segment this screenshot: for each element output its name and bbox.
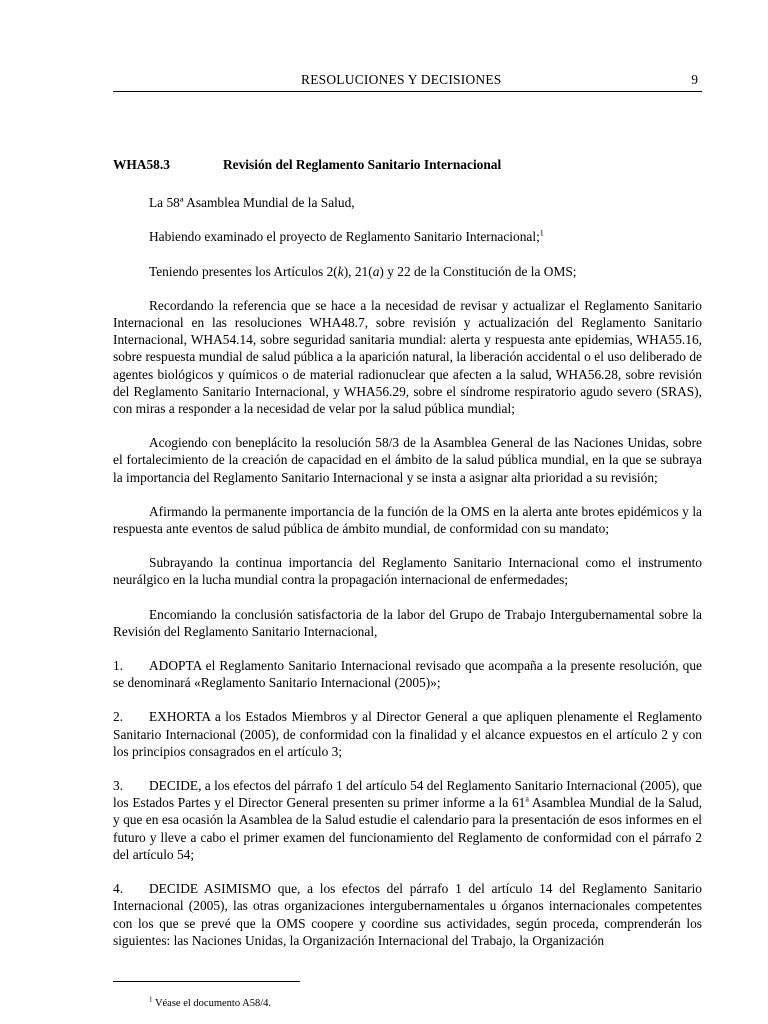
running-header [113, 71, 702, 92]
italic-letter: a [372, 263, 380, 279]
operative-item-4 [113, 880, 702, 949]
footnote-divider [113, 981, 300, 982]
item-text: DECIDE ASIMISMO que, a los efectos del párrafo 1 del artículo 14 del Reglamento Sanitario Internacional (2005), las otras organizaciones intergubernamentales u órganos internacionales competentes con los que se prevé que la OMS coopere y coordine sus actividades, según proceda, comprenderán los siguientes: las Naciones Unidas, la Organización Internacional del Trabajo, la Organización [113, 881, 702, 948]
item-number: 2. [113, 709, 124, 725]
resolution-code: WHA58.3 [113, 157, 170, 172]
operative-item-1 [113, 657, 702, 691]
footnote [149, 997, 271, 1011]
resolution-heading [113, 156, 702, 173]
preamble-paragraph [113, 228, 702, 245]
italic-letter: k [337, 263, 344, 279]
operative-item-2 [113, 708, 702, 760]
paragraph-text: Habiendo examinado el proyecto de Reglamento Sanitario Internacional; [149, 229, 540, 245]
preamble-paragraph: Acogiendo con beneplácito la resolución 58/3 de la Asamblea General de las Naciones Unidas, sobre el fortalecimiento de la creación de capacidad en el ámbito de la salud pública mundial, en la que se subraya la importancia del Reglamento Sanitario Internacional y se insta a asignar alta prioridad a su revisión; [113, 435, 702, 485]
item-number: 3. [113, 778, 124, 794]
preamble-paragraph: Afirmando la permanente importancia de la función de la OMS en la alerta ante brotes epidémicos y la respuesta ante eventos de salud pública de ámbito mundial, de conformidad con su mandato; [113, 503, 702, 537]
footnote-mark: 1 [149, 995, 153, 1004]
preamble-paragraph [113, 263, 702, 280]
resolution-title: Revisión del Reglamento Sanitario Internacional [223, 157, 502, 172]
paragraph-text: ), 21( [343, 263, 373, 279]
running-title: RESOLUCIONES Y DECISIONES [301, 72, 502, 87]
footnote-text: Véase el documento A58/4. [154, 998, 271, 1009]
page-number: 9 [691, 72, 698, 87]
paragraph-text: Teniendo presentes los Artículos 2( [149, 263, 338, 279]
item-number: 4. [113, 881, 124, 897]
preamble-paragraph: La 58ª Asamblea Mundial de la Salud, [149, 195, 355, 211]
item-text: DECIDE, a los efectos del párrafo 1 del artículo 54 del Reglamento Sanitario Internacional (2005), que los Estados Partes y el Director General presenten su primer informe a la 61 [113, 778, 702, 811]
footnote-reference: 1 [539, 228, 544, 238]
item-text: EXHORTA a los Estados Miembros y al Director General a que apliquen plenamente el Reglamento Sanitario Internacional (2005), de conformidad con la finalidad y el alcance expuestos en el artículo 2 y con los principios consagrados en el artículo 3; [113, 709, 702, 759]
preamble-paragraph: Encomiando la conclusión satisfactoria de la labor del Grupo de Trabajo Intergubernamental sobre la Revisión del Reglamento Sanitario Internacional, [113, 606, 702, 639]
item-number: 1. [113, 658, 124, 674]
item-text: ADOPTA el Reglamento Sanitario Internacional revisado que acompaña a la presente resolución, que se denominará «Reglamento Sanitario Internacional (2005)»; [113, 658, 702, 691]
operative-item-3 [113, 777, 702, 863]
document-body [113, 156, 702, 966]
ordinal-superscript: a [525, 794, 529, 804]
preamble-paragraph: Subrayando la continua importancia del Reglamento Sanitario Internacional como el instrumento neurálgico en la lucha mundial contra la propagación internacional de enfermedades; [113, 555, 702, 588]
preamble-paragraph: Recordando la referencia que se hace a la necesidad de revisar y actualizar el Reglamento Sanitario Internacional en las resoluciones WHA48.7, sobre revisión y actualización del Reglamento Sanitario Internacional, WHA54.14, sobre seguridad sanitaria mundial: alerta y respuesta ante epidemias, WHA55.16, sobre respuesta mundial de salud pública a la aparición natural, la liberación accidental o el uso deliberado de agentes biológicos y químicos o de material radionuclear que afecten a la salud, WHA56.28, sobre revisión del Reglamento Sanitario Internacional, y WHA56.29, sobre el síndrome respiratorio agudo severo (SRAS), con miras a responder a la necesidad de velar por la salud pública mundial; [113, 297, 702, 417]
item-text: Asamblea Mundial de la Salud, y que en esa ocasión la Asamblea de la Salud estudie el calendario para la presentación de esos informes en el futuro y lleve a cabo el primer examen del funcionamiento del Reglamento de conformidad con el párrafo 2 del artículo 54; [113, 795, 702, 862]
paragraph-text: ) y 22 de la Constitución de la OMS; [379, 263, 577, 279]
